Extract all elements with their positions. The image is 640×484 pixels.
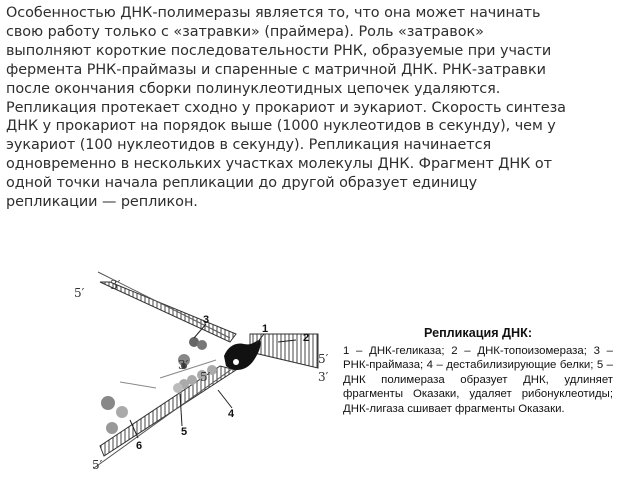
legend-text: 1 – ДНК-геликаза; 2 – ДНК-топоизомераза; 3 – РНК-праймаза; 4 – дестабилизирующие белки; 5 – ДНК полимераза образует ДНК, удлиняет фрагменты Оказаки, удаляет рибонуклеотиды; ДНК-лигаза сшивает фрагменты Оказаки.	[343, 344, 613, 415]
paragraph-line: одновременно в нескольких участках молекулы ДНК. Фрагмент ДНК от	[6, 156, 552, 173]
end-label-top-5: 5′	[74, 286, 85, 300]
paragraph-line: ДНК у прокариот на порядок выше (1000 нуклеотидов в секунду), чем у	[6, 118, 556, 135]
paragraph-line: Репликация протекает сходно у прокариот и эукариот. Скорость синтеза	[6, 99, 566, 116]
paragraph-line: Особенностью ДНК-полимеразы является то, что она может начинать	[6, 5, 541, 21]
paragraph-line: эукариот (100 нуклеотидов в секунду). Репликация начинается	[6, 137, 492, 154]
body-paragraph	[6, 4, 636, 212]
end-label-right-5: 5′	[318, 352, 329, 366]
end-label-top-3: 3′	[110, 278, 121, 292]
label-6: 6	[136, 440, 143, 452]
label-5: 5	[181, 426, 188, 438]
paragraph-line: фермента РНК-праймазы и спаренные с матричной ДНК. РНК-затравки	[6, 61, 546, 78]
end-label-mid-5: 5′	[200, 370, 211, 384]
label-1: 1	[262, 323, 269, 335]
paragraph-line: после окончания сборки полинуклеотидных цепочек удаляются.	[6, 80, 501, 97]
replication-fork-diagram	[60, 270, 340, 480]
lagging-strand	[94, 360, 236, 468]
label-3: 3	[203, 314, 210, 326]
end-label-mid-3: 3′	[178, 358, 189, 372]
end-label-right-3: 3′	[318, 370, 329, 384]
helicase-shape	[224, 340, 261, 370]
figure-legend	[343, 326, 613, 417]
label-2: 2	[303, 332, 310, 344]
paragraph-line: одной точки начала репликации до другой образует единицу	[6, 175, 478, 192]
paragraph-line: репликации — репликон.	[6, 194, 198, 211]
legend-title: Репликация ДНК:	[423, 326, 533, 340]
paragraph-line: свою работу только с «затравки» (праймера). Роль «затравок»	[6, 23, 484, 40]
label-4: 4	[228, 408, 235, 420]
end-label-bottom-5: 5′	[92, 458, 103, 472]
paragraph-line: выполняют короткие последовательности РНК, образуемые при участи	[6, 42, 552, 59]
